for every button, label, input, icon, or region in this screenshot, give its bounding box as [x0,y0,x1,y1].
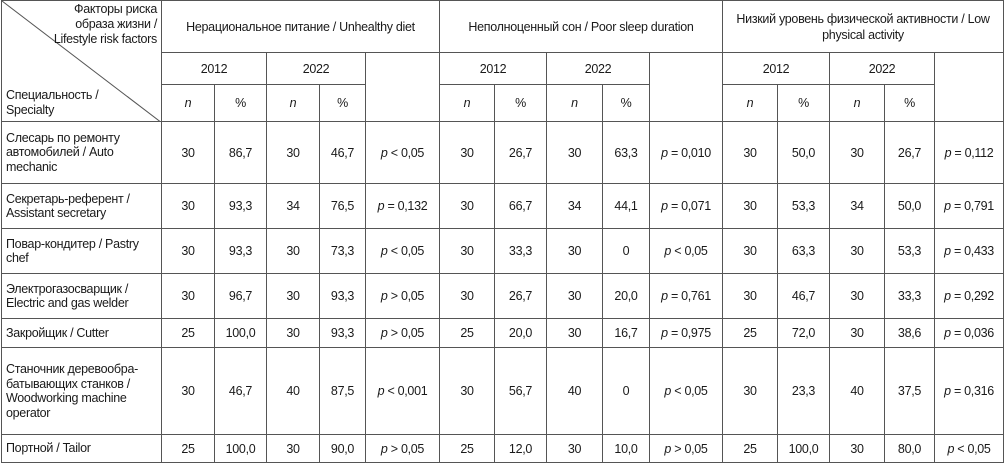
percent-2012-cell-activity: 53,3 [778,184,830,229]
p-letter: p [380,326,388,340]
percent-2022-cell-sleep: 44,1 [603,184,650,229]
p-letter: p [664,441,672,456]
n-2022-cell-activity: 30 [830,229,885,274]
percent-2012-cell-sleep: 56,7 [495,348,547,435]
risk-factors-table [1,0,1004,463]
p-value-text: > 0,05 [390,326,425,340]
p-letter: p [380,441,388,456]
percent-2012-cell-diet: 93,3 [215,229,267,274]
p-letter: p [944,326,951,340]
p-letter: p [661,145,668,160]
n-header: n [267,85,320,122]
p-value-cell-activity [935,122,1004,184]
percent-header: % [885,85,935,122]
p-letter: p [661,326,668,340]
corner-bottom-label: Специальность / Specialty [6,88,99,117]
p-letter: p [664,384,672,398]
n-2012-cell-activity: 30 [723,274,778,319]
n-2012-cell-sleep: 30 [440,274,495,319]
p-value-cell-activity [935,229,1004,274]
n-2022-cell-activity: 30 [830,122,885,184]
p-value-text: = 0,791 [953,199,994,213]
p-letter: p [664,244,672,258]
p-letter: p [944,289,951,303]
specialty-cell: Закройщик / Cutter [2,319,162,348]
percent-header: % [778,85,830,122]
percent-2022-cell-sleep: 63,3 [603,122,650,184]
p-value-text: = 0,761 [670,289,711,303]
percent-2022-cell-activity: 53,3 [885,229,935,274]
table-row [2,319,1004,348]
p-value-text: = 0,010 [670,145,711,160]
specialty-cell: Слесарь по ремонту автомобилей / Auto mechanic [2,122,162,184]
percent-2022-cell-diet: 87,5 [320,348,366,435]
year-2012-header: 2012 [723,53,830,85]
n-2012-cell-activity: 30 [723,348,778,435]
p-value-text: > 0,05 [674,441,708,456]
percent-2012-cell-sleep: 26,7 [495,122,547,184]
p-value-text: = 0,316 [953,384,994,398]
percent-2012-cell-activity: 46,7 [778,274,830,319]
p-value-text: > 0,05 [390,289,425,303]
percent-2022-cell-diet: 93,3 [320,319,366,348]
n-2012-cell-diet: 30 [162,274,215,319]
percent-2022-cell-diet: 93,3 [320,274,366,319]
percent-2022-cell-activity: 37,5 [885,348,935,435]
n-2022-cell-diet: 30 [267,274,320,319]
percent-2022-cell-activity: 33,3 [885,274,935,319]
n-2012-cell-sleep: 30 [440,229,495,274]
p-value-cell-activity [935,184,1004,229]
n-2012-cell-activity: 25 [723,319,778,348]
n-2022-cell-diet: 30 [267,319,320,348]
p-letter: p [380,289,388,303]
p-letter: p [661,289,668,303]
percent-2022-cell-activity: 38,6 [885,319,935,348]
percent-2022-cell-activity: 50,0 [885,184,935,229]
p-value-header [366,53,440,122]
p-value-header [650,53,723,122]
percent-2022-cell-diet: 76,5 [320,184,366,229]
specialty-cell: Портной / Tailor [2,435,162,463]
table-row [2,122,1004,184]
p-value-cell-sleep [650,348,723,435]
p-letter: p [380,145,388,160]
percent-2022-cell-sleep: 16,7 [603,319,650,348]
p-value-text: = 0,071 [670,199,711,213]
group-header-diet: Нерациональное питание / Unhealthy diet [162,1,440,53]
p-value-cell-sleep [650,184,723,229]
percent-2012-cell-sleep: 20,0 [495,319,547,348]
n-2022-cell-activity: 30 [830,319,885,348]
n-2022-cell-activity: 40 [830,348,885,435]
n-header: n [440,85,495,122]
p-value-text: < 0,05 [390,145,425,160]
n-header: n [547,85,603,122]
p-value-cell-diet [366,274,440,319]
n-2012-cell-diet: 30 [162,122,215,184]
p-letter: p [377,384,385,398]
year-2012-header: 2012 [162,53,267,85]
percent-2012-cell-sleep: 33,3 [495,229,547,274]
group-header-activity: Низкий уровень физической активности / Low physical activity [723,1,1004,53]
p-value-cell-sleep [650,319,723,348]
p-value-cell-diet [366,122,440,184]
p-value-cell-diet [366,348,440,435]
n-2022-cell-diet: 30 [267,229,320,274]
n-2012-cell-activity: 30 [723,122,778,184]
p-value-cell-activity [935,274,1004,319]
n-2022-cell-diet: 30 [267,435,320,463]
n-2022-cell-sleep: 40 [547,348,603,435]
percent-2012-cell-sleep: 66,7 [495,184,547,229]
percent-2022-cell-sleep: 0 [603,229,650,274]
percent-2012-cell-diet: 86,7 [215,122,267,184]
n-header: n [830,85,885,122]
n-2022-cell-sleep: 30 [547,435,603,463]
specialty-cell: Электрогазосварщик / Electric and gas welder [2,274,162,319]
n-2022-cell-sleep: 34 [547,184,603,229]
percent-2012-cell-activity: 100,0 [778,435,830,463]
n-header: n [162,85,215,122]
p-value-cell-diet [366,229,440,274]
table-row [2,274,1004,319]
percent-2022-cell-diet: 90,0 [320,435,366,463]
p-letter: p [947,441,955,456]
percent-header: % [320,85,366,122]
year-2022-header: 2022 [830,53,935,85]
n-2012-cell-activity: 25 [723,435,778,463]
p-value-text: < 0,05 [390,244,425,258]
p-value-text: > 0,05 [390,441,425,456]
n-2012-cell-sleep: 30 [440,184,495,229]
percent-2012-cell-activity: 23,3 [778,348,830,435]
table-row [2,435,1004,463]
n-2012-cell-sleep: 25 [440,319,495,348]
table-row [2,229,1004,274]
percent-2012-cell-diet: 100,0 [215,319,267,348]
n-2012-cell-sleep: 30 [440,348,495,435]
p-value-text: < 0,001 [387,384,428,398]
percent-header: % [603,85,650,122]
p-letter: p [944,199,951,213]
p-letter: p [380,244,388,258]
n-2022-cell-sleep: 30 [547,274,603,319]
p-value-text: = 0,433 [953,244,994,258]
n-2022-cell-activity: 34 [830,184,885,229]
table-row [2,184,1004,229]
n-2022-cell-activity: 30 [830,435,885,463]
n-2022-cell-diet: 34 [267,184,320,229]
corner-top-label: Факторы риска образа жизни / Lifestyle risk factors [53,2,157,46]
percent-2012-cell-activity: 50,0 [778,122,830,184]
p-letter: p [661,199,668,213]
n-2022-cell-sleep: 30 [547,319,603,348]
p-value-cell-sleep [650,274,723,319]
p-value-cell-sleep [650,122,723,184]
n-2022-cell-activity: 30 [830,274,885,319]
p-value-text: = 0,036 [953,326,994,340]
p-letter: p [377,199,385,213]
percent-2022-cell-diet: 46,7 [320,122,366,184]
n-2012-cell-activity: 30 [723,184,778,229]
percent-2012-cell-diet: 46,7 [215,348,267,435]
percent-header: % [215,85,267,122]
p-letter: p [944,244,951,258]
n-2012-cell-diet: 30 [162,184,215,229]
p-value-text: < 0,05 [674,384,708,398]
percent-header: % [495,85,547,122]
year-2022-header: 2022 [547,53,650,85]
p-value-cell-sleep [650,435,723,463]
n-2022-cell-diet: 30 [267,122,320,184]
corner-header-cell [2,1,162,122]
percent-2012-cell-diet: 100,0 [215,435,267,463]
n-2012-cell-diet: 30 [162,229,215,274]
n-2012-cell-diet: 25 [162,319,215,348]
n-2012-cell-sleep: 25 [440,435,495,463]
percent-2012-cell-activity: 72,0 [778,319,830,348]
n-2012-cell-diet: 30 [162,348,215,435]
n-2012-cell-diet: 25 [162,435,215,463]
n-2022-cell-sleep: 30 [547,122,603,184]
p-value-text: = 0,292 [953,289,994,303]
percent-2022-cell-diet: 73,3 [320,229,366,274]
p-value-cell-activity [935,435,1004,463]
percent-2022-cell-activity: 80,0 [885,435,935,463]
percent-2012-cell-sleep: 12,0 [495,435,547,463]
p-value-cell-activity [935,319,1004,348]
percent-2022-cell-sleep: 0 [603,348,650,435]
percent-2022-cell-sleep: 10,0 [603,435,650,463]
percent-2012-cell-diet: 96,7 [215,274,267,319]
p-value-cell-diet [366,435,440,463]
p-value-cell-activity [935,348,1004,435]
n-2012-cell-sleep: 30 [440,122,495,184]
p-value-cell-diet [366,319,440,348]
p-value-text: = 0,975 [670,326,711,340]
group-header-sleep: Неполноценный сон / Poor sleep duration [440,1,723,53]
percent-2022-cell-activity: 26,7 [885,122,935,184]
table-row [2,348,1004,435]
p-value-text: < 0,05 [674,244,708,258]
p-letter: p [944,384,951,398]
p-value-text: = 0,132 [387,199,428,213]
percent-2012-cell-diet: 93,3 [215,184,267,229]
p-value-text: = 0,112 [954,145,994,160]
p-value-header [935,53,1004,122]
specialty-cell: Повар-кондитер / Pastry chef [2,229,162,274]
specialty-cell: Станочник деревообра-батывающих станков / Woodworking machine operator [2,348,162,435]
p-value-text: < 0,05 [957,441,991,456]
specialty-cell: Секретарь-референт / Assistant secretary [2,184,162,229]
year-2012-header: 2012 [440,53,547,85]
n-2012-cell-activity: 30 [723,229,778,274]
p-value-cell-sleep [650,229,723,274]
percent-2012-cell-sleep: 26,7 [495,274,547,319]
year-2022-header: 2022 [267,53,366,85]
n-2022-cell-sleep: 30 [547,229,603,274]
percent-2012-cell-activity: 63,3 [778,229,830,274]
n-2022-cell-diet: 40 [267,348,320,435]
percent-2022-cell-sleep: 20,0 [603,274,650,319]
p-value-cell-diet [366,184,440,229]
table-body [2,122,1004,463]
n-header: n [723,85,778,122]
p-letter: p [944,145,952,160]
